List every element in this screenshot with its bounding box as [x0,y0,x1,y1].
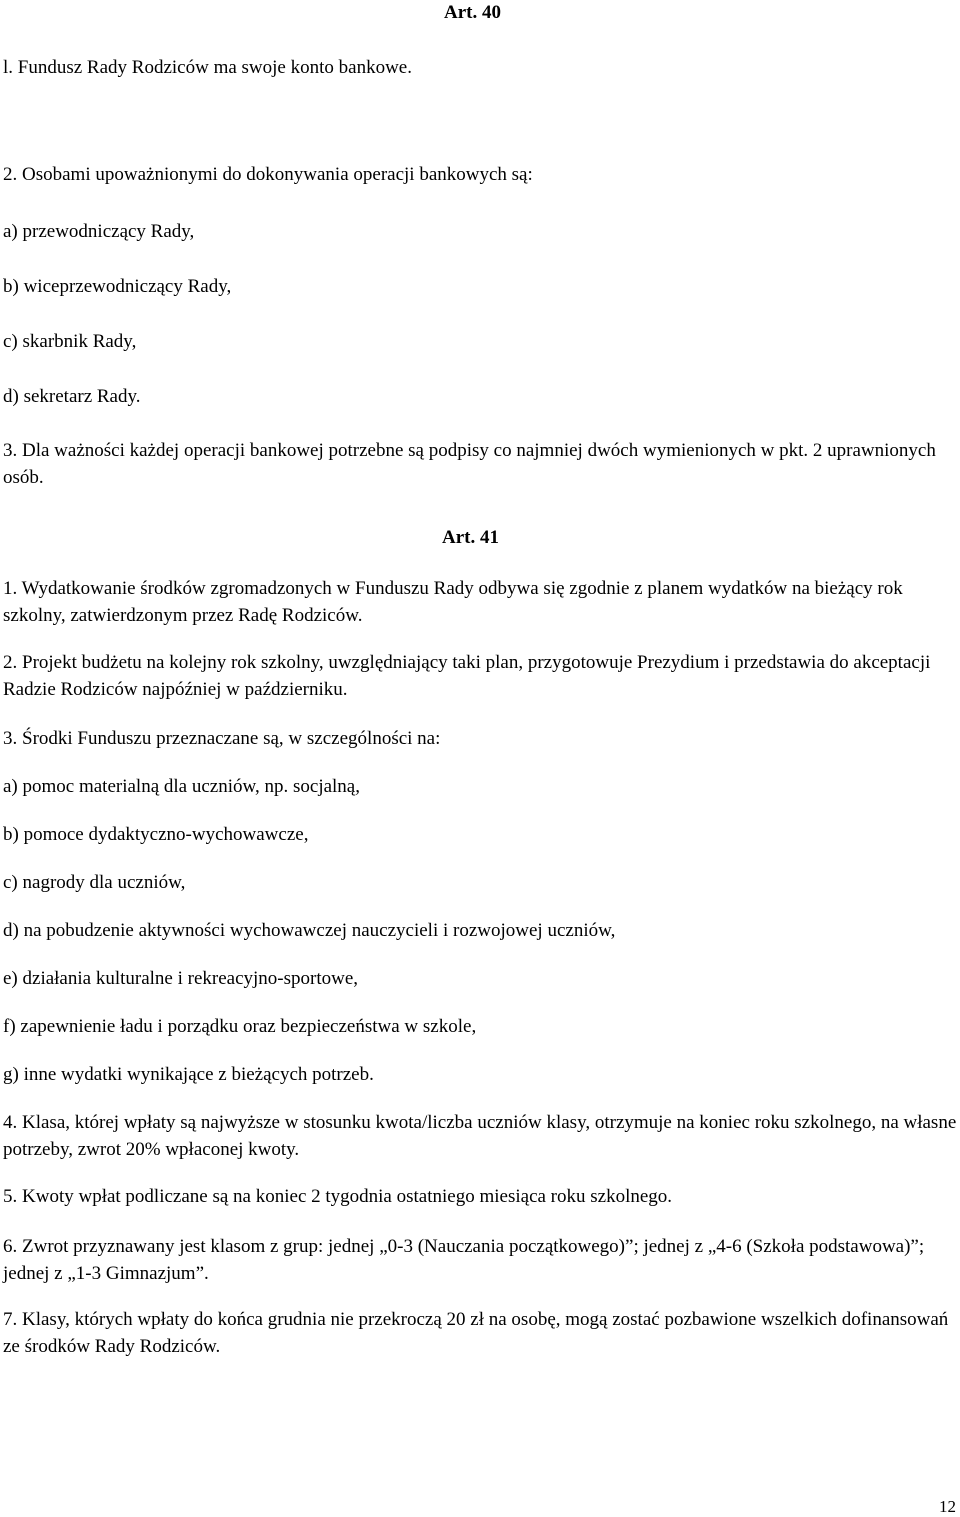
art-41-list-item-e: e) działania kulturalne i rekreacyjno-sportowe, [3,968,359,989]
art-41-list-item-d: d) na pobudzenie aktywności wychowawczej nauczycieli i rozwojowej uczniów, [3,920,616,941]
page-number: 12 [939,1497,956,1516]
art-41-list-item-c: c) nagrody dla uczniów, [3,872,186,893]
art-41-paragraph-4: 4. Klasa, której wpłaty są najwyższe w stosunku kwota/liczba uczniów klasy, otrzymuje na koniec roku szkolnego, na własne potrzeby, zwrot 20% wpłaconej kwoty. [3,1112,957,1160]
art-41-paragraph-6: 6. Zwrot przyznawany jest klasom z grup: jednej „0-3 (Nauczania początkowego)”; jednej z „4-6 (Szkoła podstawowa)”; jednej z „1-3 Gimnazjum”. [3,1236,925,1284]
art-41-paragraph-2: 2. Projekt budżetu na kolejny rok szkolny, uwzględniający taki plan, przygotowuje Prezydium i przedstawia do akceptacji Radzie Rodziców najpóźniej w październiku. [3,652,931,700]
art-41-list-item-b: b) pomoce dydaktyczno-wychowawcze, [3,824,309,845]
art-40-list-item-c: c) skarbnik Rady, [3,331,137,352]
art-41-list-item-g: g) inne wydatki wynikające z bieżących potrzeb. [3,1064,374,1085]
art-40-list-item-a: a) przewodniczący Rady, [3,221,195,242]
art-41-list-item-f: f) zapewnienie ładu i porządku oraz bezpieczeństwa w szkole, [3,1016,477,1037]
art-40-list-item-b: b) wiceprzewodniczący Rady, [3,276,232,297]
art-40-paragraph-3: 3. Dla ważności każdej operacji bankowej potrzebne są podpisy co najmniej dwóch wymienionych w pkt. 2 uprawnionych osób. [3,440,936,488]
art-41-list-item-a: a) pomoc materialną dla uczniów, np. socjalną, [3,776,360,797]
art-40-paragraph-1: l. Fundusz Rady Rodziców ma swoje konto bankowe. [3,57,412,78]
art-41-paragraph-1: 1. Wydatkowanie środków zgromadzonych w Funduszu Rady odbywa się zgodnie z planem wydatków na bieżący rok szkolny, zatwierdzonym przez Radę Rodziców. [3,578,903,626]
art-40-heading: Art. 40 [444,2,501,23]
art-40-paragraph-2: 2. Osobami upoważnionymi do dokonywania operacji bankowych są: [3,164,533,185]
art-40-list-item-d: d) sekretarz Rady. [3,386,141,407]
art-41-paragraph-7: 7. Klasy, których wpłaty do końca grudnia nie przekroczą 20 zł na osobę, mogą zostać pozbawione wszelkich dofinansowań ze środków Rady Rodziców. [3,1309,949,1357]
art-41-paragraph-5: 5. Kwoty wpłat podliczane są na koniec 2 tygodnia ostatniego miesiąca roku szkolnego. [3,1186,673,1207]
art-41-heading: Art. 41 [442,527,499,548]
art-41-paragraph-3: 3. Środki Funduszu przeznaczane są, w szczególności na: [3,728,441,749]
